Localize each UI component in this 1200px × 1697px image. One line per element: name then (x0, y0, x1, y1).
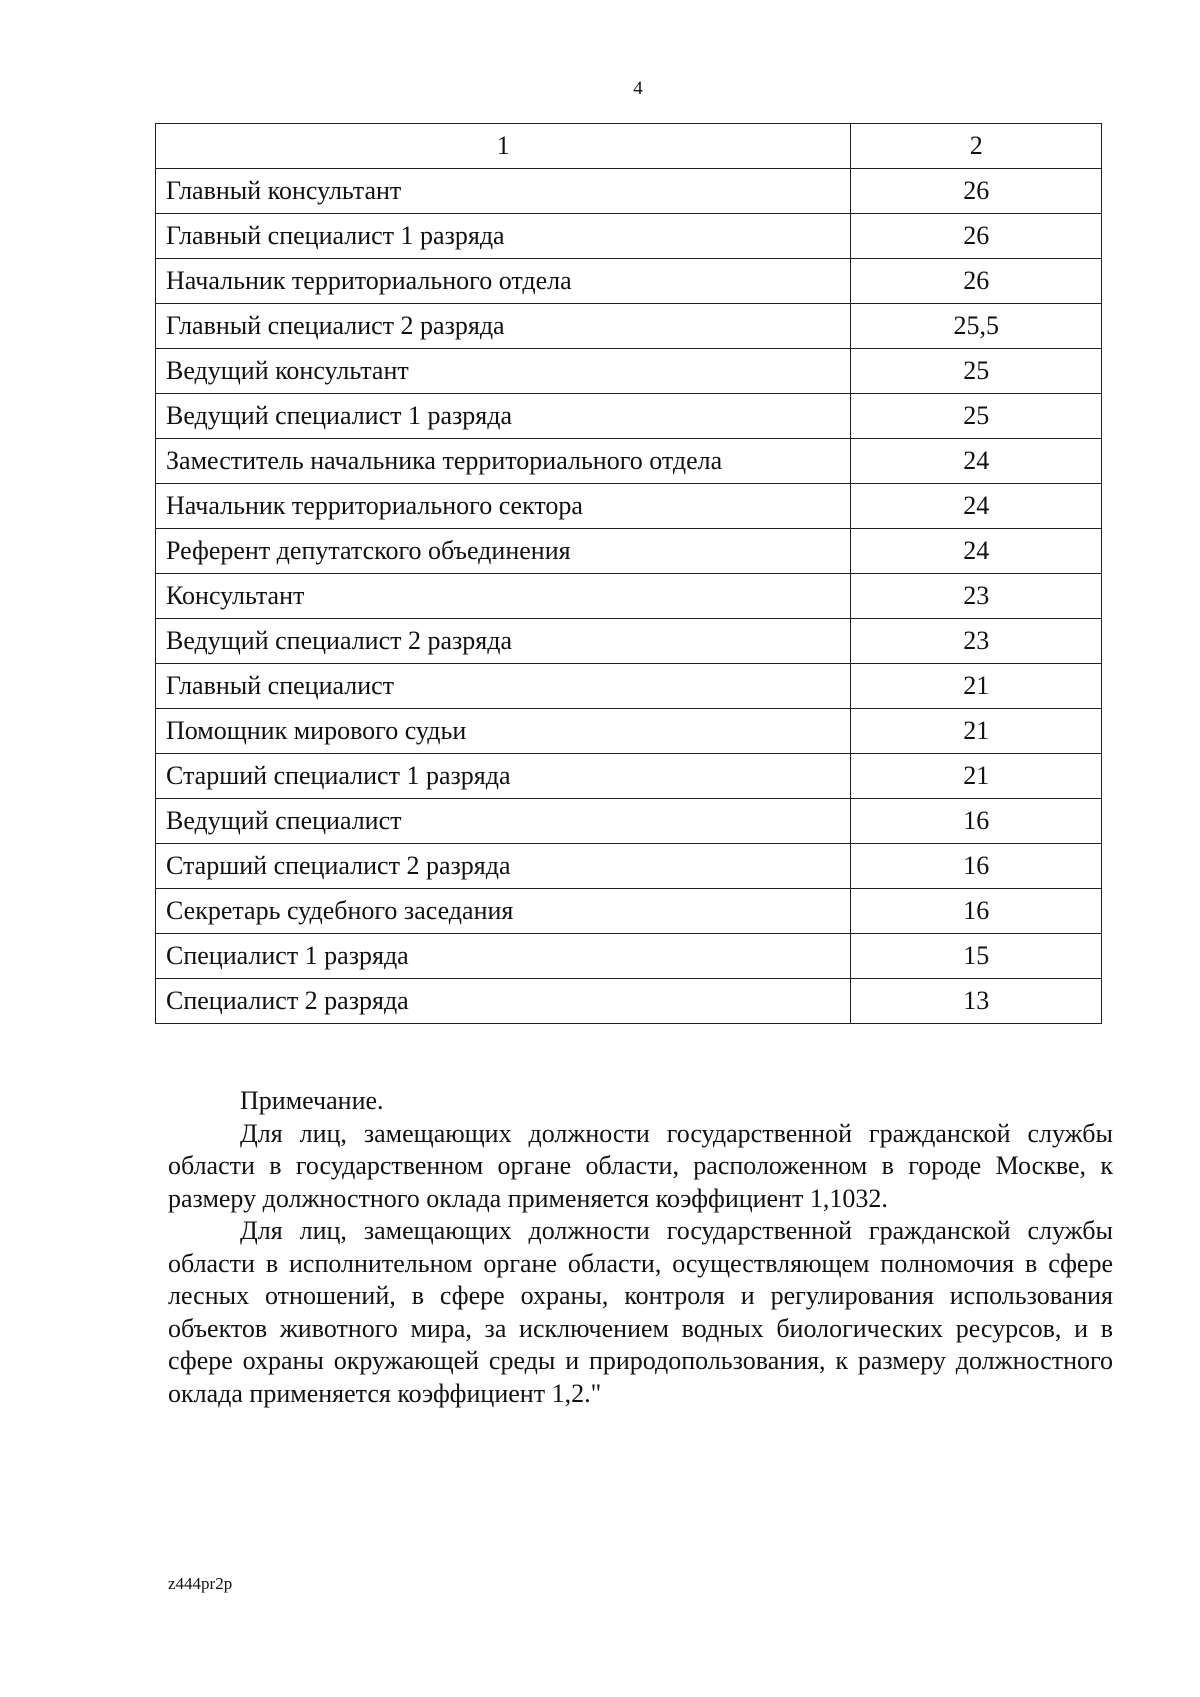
table-row (156, 709, 1102, 754)
table-header-row (156, 124, 1102, 169)
page-number: 4 (633, 78, 643, 99)
coefficient-value-cell: 15 (851, 934, 1102, 979)
coefficient-value-cell: 26 (851, 169, 1102, 214)
table-row (156, 619, 1102, 664)
position-name-cell: Ведущий специалист 2 разряда (156, 619, 851, 664)
table-row (156, 574, 1102, 619)
coefficient-value-cell: 25 (851, 394, 1102, 439)
position-name-cell: Консультант (156, 574, 851, 619)
position-name-cell: Секретарь судебного заседания (156, 889, 851, 934)
position-name-cell: Главный специалист 2 разряда (156, 304, 851, 349)
position-name-cell: Начальник территориального отдела (156, 259, 851, 304)
coefficient-value-cell: 23 (851, 574, 1102, 619)
coefficient-value-cell: 24 (851, 529, 1102, 574)
table-row (156, 349, 1102, 394)
coefficient-value-cell: 26 (851, 214, 1102, 259)
coefficient-value-cell: 16 (851, 799, 1102, 844)
coefficient-value-cell: 16 (851, 844, 1102, 889)
coefficient-value-cell: 25 (851, 349, 1102, 394)
coefficient-value-cell: 21 (851, 754, 1102, 799)
table-row (156, 439, 1102, 484)
table-row (156, 304, 1102, 349)
coefficient-value-cell: 25,5 (851, 304, 1102, 349)
position-name-cell: Референт депутатского объединения (156, 529, 851, 574)
table-row (156, 169, 1102, 214)
table-row (156, 484, 1102, 529)
coefficient-value-cell: 13 (851, 979, 1102, 1024)
position-name-cell: Главный специалист 1 разряда (156, 214, 851, 259)
salary-table (155, 123, 1102, 1024)
table-row (156, 214, 1102, 259)
table-row (156, 664, 1102, 709)
table-row (156, 394, 1102, 439)
document-code: z444pr2p (168, 1574, 233, 1593)
table-row (156, 799, 1102, 844)
header-column-1: 1 (156, 124, 851, 169)
table-body (156, 124, 1102, 1024)
coefficient-value-cell: 16 (851, 889, 1102, 934)
coefficient-value-cell: 24 (851, 484, 1102, 529)
note-paragraph-1: Для лиц, замещающих должности государственной гражданской службы области в государственном органе области, расположенном в городе Москве, к размеру должностного оклада применяется коэффициент 1,1032. (168, 1118, 1113, 1213)
position-name-cell: Главный консультант (156, 169, 851, 214)
position-name-cell: Заместитель начальника территориального отдела (156, 439, 851, 484)
position-name-cell: Главный специалист (156, 664, 851, 709)
table-row (156, 754, 1102, 799)
table-row (156, 889, 1102, 934)
coefficient-value-cell: 21 (851, 709, 1102, 754)
header-column-2: 2 (851, 124, 1102, 169)
position-name-cell: Старший специалист 1 разряда (156, 754, 851, 799)
position-name-cell: Помощник мирового судьи (156, 709, 851, 754)
table-row (156, 934, 1102, 979)
table-row (156, 844, 1102, 889)
note-paragraph-2: Для лиц, замещающих должности государственной гражданской службы области в исполнительном органе области, осуществляющем полномочия в сфере лесных отношений, в сфере охраны, контроля и регулирования использования объектов животного мира, за исключением водных биологических ресурсов, и в сфере охраны окружающей среды и природопользования, к размеру должностного оклада применяется коэффициент 1,2." (168, 1216, 1113, 1408)
coefficient-value-cell: 24 (851, 439, 1102, 484)
coefficient-value-cell: 26 (851, 259, 1102, 304)
coefficient-value-cell: 23 (851, 619, 1102, 664)
position-name-cell: Ведущий специалист (156, 799, 851, 844)
position-name-cell: Специалист 2 разряда (156, 979, 851, 1024)
table-row (156, 979, 1102, 1024)
note-title: Примечание. (240, 1086, 384, 1115)
table-row (156, 259, 1102, 304)
position-name-cell: Старший специалист 2 разряда (156, 844, 851, 889)
coefficient-value-cell: 21 (851, 664, 1102, 709)
position-name-cell: Ведущий консультант (156, 349, 851, 394)
position-name-cell: Специалист 1 разряда (156, 934, 851, 979)
position-name-cell: Ведущий специалист 1 разряда (156, 394, 851, 439)
position-name-cell: Начальник территориального сектора (156, 484, 851, 529)
note-section (168, 1085, 1113, 1410)
table-row (156, 529, 1102, 574)
